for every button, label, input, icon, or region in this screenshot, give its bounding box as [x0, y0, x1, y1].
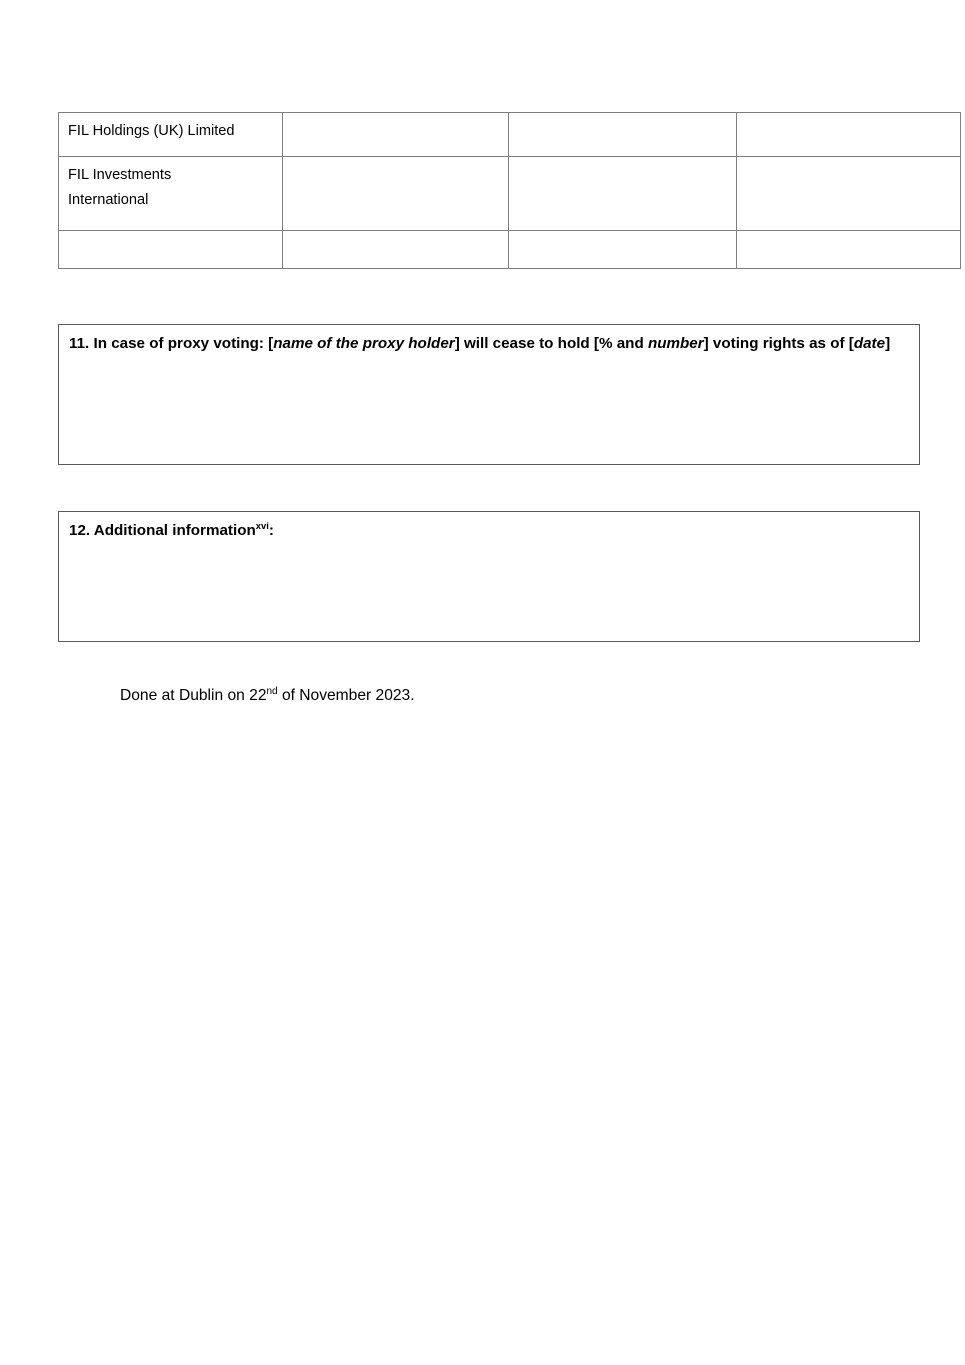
- section-11-proxy-voting: [58, 324, 920, 465]
- table-row: [59, 231, 961, 269]
- section-11-placeholder-number: number: [647, 335, 704, 352]
- section-12-heading: [59, 512, 919, 543]
- section-12-answer-area[interactable]: [59, 543, 919, 544]
- section-12-additional-information: [58, 511, 920, 642]
- table-cell-empty: [283, 113, 509, 157]
- table-cell-empty: [737, 231, 961, 269]
- signature-suffix: of November 2023.: [277, 687, 415, 704]
- table-cell-text-line2: International: [68, 192, 149, 208]
- table-cell-empty: [283, 157, 509, 231]
- section-11-text-part-3: ] voting rights as of [: [703, 335, 854, 352]
- section-11-text-part-2: ] will cease to hold [% and: [454, 335, 648, 352]
- table-cell-empty: [737, 113, 961, 157]
- section-11-heading: [59, 325, 919, 356]
- table-row: [59, 157, 961, 231]
- table-cell-empty: [509, 157, 737, 231]
- table-cell-empty: [509, 113, 737, 157]
- table-row: [59, 113, 961, 157]
- holdings-table: [58, 112, 961, 269]
- signature-ordinal-suffix: nd: [266, 685, 278, 697]
- table-cell-empty: [737, 157, 961, 231]
- section-11-answer-area[interactable]: [59, 356, 919, 357]
- section-11-text-part-1: 11. In case of proxy voting: [: [69, 335, 274, 352]
- table-cell-empty: [283, 231, 509, 269]
- section-12-heading-text: 12. Additional information: [69, 522, 256, 539]
- section-12-heading-colon: :: [268, 522, 274, 539]
- table-cell-empty: [59, 231, 283, 269]
- table-cell-holder-name: [59, 113, 283, 157]
- table-cell-text-line1: FIL Investments: [68, 167, 172, 183]
- table-cell-holder-name: [59, 157, 283, 231]
- section-11-placeholder-date: date: [853, 335, 886, 352]
- table-cell-empty: [509, 231, 737, 269]
- section-11-placeholder-proxy-holder: name of the proxy holder: [273, 335, 455, 352]
- table-cell-text: FIL Holdings (UK) Limited: [68, 123, 235, 139]
- signature-prefix: Done at Dublin on 22: [120, 687, 267, 704]
- section-11-text-part-4: ]: [885, 335, 891, 352]
- signature-date-line: [120, 685, 415, 707]
- section-12-footnote-marker: xvi: [255, 519, 269, 531]
